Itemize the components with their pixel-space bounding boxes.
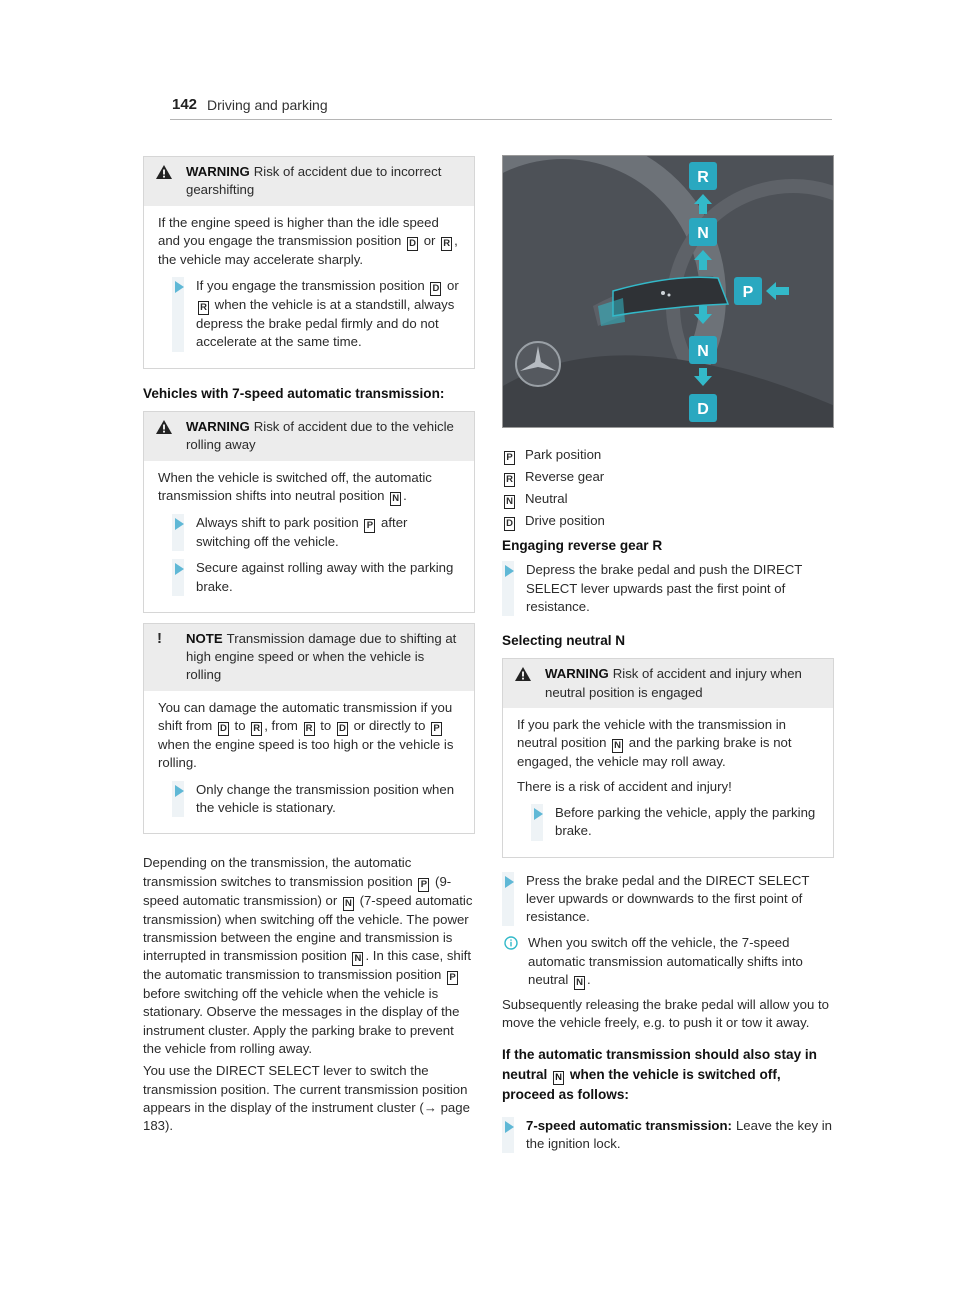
section-heading-7-speed: Vehicles with 7-speed automatic transmission: <box>143 385 445 401</box>
warning-triangle-icon <box>514 666 532 682</box>
paragraph: Depending on the transmission, the automatic transmission switches to transmission position P (9-speed automatic transmission) or N (7-speed automatic transmission) when switching off the vehicle. The power transmission between the engine and transmission is interrupted in transmission position N . In this case, shift the automatic transmission to transmission position P before switching off the vehicle when the vehicle is stationary. Observe the messages in the display of the instrument cluster. Apply the parking brake to prevent the vehicle from rolling away. <box>143 855 473 1057</box>
note-title: Transmission damage due to shifting at high engine speed or when the vehicle is rolling <box>186 630 457 683</box>
note-body <box>144 691 474 833</box>
warning-box-incorrect-gearshifting <box>143 156 475 369</box>
step-arrow-icon <box>505 1121 514 1133</box>
info-note: When you switch off the vehicle, the 7-speed automatic transmission automatically shifts into neutral N . <box>502 934 834 990</box>
legend-item: D Drive position <box>502 512 834 531</box>
key-r-icon: R <box>504 473 515 487</box>
warning-text: There is a risk of accident and injury! <box>517 778 732 794</box>
section-heading-selecting-neutral: Selecting neutral N <box>502 633 626 649</box>
legend-item: P Park position <box>502 446 834 465</box>
key-p-icon: P <box>504 451 515 465</box>
key-d-icon: D <box>218 722 229 736</box>
warning-header <box>144 157 474 206</box>
section-heading-engaging-reverse: Engaging reverse gear R <box>502 538 663 553</box>
key-d-icon: D <box>504 517 515 531</box>
figure-legend <box>502 446 834 531</box>
warning-text: If the engine speed is higher than the idle speed and you engage the transmission position D or R , the vehicle may accelerate sharply. <box>158 214 458 267</box>
warning-title: Risk of accident due to the vehicle rolling away <box>186 419 454 453</box>
instruction-step: 7-speed automatic transmission: Leave the key in the ignition lock. <box>502 1117 834 1154</box>
step-arrow-icon <box>175 563 184 575</box>
note-keyword: NOTE <box>186 630 223 646</box>
instruction-step: Depress the brake pedal and push the DIRECT SELECT lever upwards past the first point of resistance. <box>502 561 834 616</box>
key-p-icon: P <box>364 519 375 533</box>
note-text: You can damage the automatic transmission if you shift from D to R , from R to D or directly to P when the engine speed is too high or the vehicle is rolling. <box>158 699 454 771</box>
warning-body <box>144 461 474 612</box>
figure-label-r: R <box>697 169 709 186</box>
note-header <box>144 624 474 691</box>
instruction-step: Press the brake pedal and the DIRECT SELECT lever upwards or downwards to the first point of resistance. <box>502 872 834 927</box>
info-icon <box>504 936 518 950</box>
instruction-step: If you engage the transmission position D or R when the vehicle is at a standstill, always depress the brake pedal firmly and do not accelerate at the same time. <box>158 277 462 352</box>
instruction-step: Secure against rolling away with the parking brake. <box>158 559 462 596</box>
section-heading-stay-in-neutral: If the automatic transmission should also stay in neutral N when the vehicle is switched off, proceed as follows: <box>502 1046 817 1102</box>
direct-select-lever-illustration <box>502 155 834 428</box>
note-box-transmission-damage <box>143 623 475 834</box>
key-r-icon: R <box>198 301 209 315</box>
key-p-icon: P <box>431 722 442 736</box>
step-arrow-icon <box>175 518 184 530</box>
key-n-icon: N <box>343 897 354 911</box>
paragraph: Subsequently releasing the brake pedal will allow you to move the vehicle freely, e.g. to push it or tow it away. <box>502 997 829 1031</box>
key-r-icon: R <box>441 237 452 251</box>
warning-body <box>503 708 833 856</box>
key-r-icon: R <box>304 722 315 736</box>
key-n-icon: N <box>390 492 401 506</box>
instruction-step: Only change the transmission position when the vehicle is stationary. <box>158 781 462 818</box>
warning-triangle-icon <box>155 419 173 435</box>
key-n-icon: N <box>612 739 623 753</box>
instruction-step: Before parking the vehicle, apply the parking brake. <box>517 804 821 841</box>
step-arrow-icon <box>505 876 514 888</box>
warning-keyword: WARNING <box>186 164 250 179</box>
page-number: 142 <box>172 96 198 113</box>
figure-label-p: P <box>742 284 754 301</box>
warning-box-rolling-away <box>143 411 475 613</box>
warning-text: If you park the vehicle with the transmission in neutral position N and the parking brake is not engaged, the vehicle may roll away. <box>517 717 792 770</box>
exclamation-note-icon: ! <box>157 629 162 647</box>
key-n-icon: N <box>504 495 515 509</box>
key-d-icon: D <box>407 237 418 251</box>
step-arrow-icon <box>534 808 543 820</box>
steering-wheel-image <box>503 156 834 428</box>
warning-box-neutral-position <box>502 658 834 857</box>
page-section-title: Driving and parking <box>207 97 328 113</box>
left-column <box>143 156 475 1140</box>
warning-keyword: WARNING <box>545 666 609 682</box>
step-arrow-icon <box>505 565 514 577</box>
warning-title: Risk of accident due to incorrect gearshifting <box>186 164 442 198</box>
paragraph: You use the DIRECT SELECT lever to switch the transmission position. The current transmission position appears in the display of the instrument cluster (→ page 183). <box>143 1063 470 1134</box>
legend-item: R Reverse gear <box>502 468 834 487</box>
legend-item: N Neutral <box>502 490 834 509</box>
key-p-icon: P <box>447 971 458 985</box>
warning-text: When the vehicle is switched off, the automatic transmission shifts into neutral position N . <box>158 469 432 504</box>
warning-title: Risk of accident and injury when neutral position is engaged <box>545 666 802 700</box>
figure-label-n-upper: N <box>697 225 709 242</box>
key-n-icon: N <box>352 952 363 966</box>
figure-label-n-lower: N <box>697 343 709 360</box>
key-p-icon: P <box>418 878 429 892</box>
step-arrow-icon <box>175 785 184 797</box>
key-d-icon: D <box>430 282 441 296</box>
page-header <box>170 94 832 120</box>
warning-body <box>144 206 474 368</box>
instruction-step: Always shift to park position P after switching off the vehicle. <box>158 514 462 551</box>
key-n-icon: N <box>574 976 585 990</box>
key-d-icon: D <box>337 722 348 736</box>
warning-header <box>503 659 833 708</box>
figure-label-d: D <box>697 401 709 418</box>
step-arrow-icon <box>175 281 184 293</box>
body-text <box>143 854 475 1135</box>
key-r-icon: R <box>251 722 262 736</box>
warning-keyword: WARNING <box>186 419 250 435</box>
warning-header <box>144 412 474 461</box>
right-column <box>502 155 834 1159</box>
warning-triangle-icon <box>155 164 173 180</box>
key-n-icon: N <box>553 1071 564 1085</box>
